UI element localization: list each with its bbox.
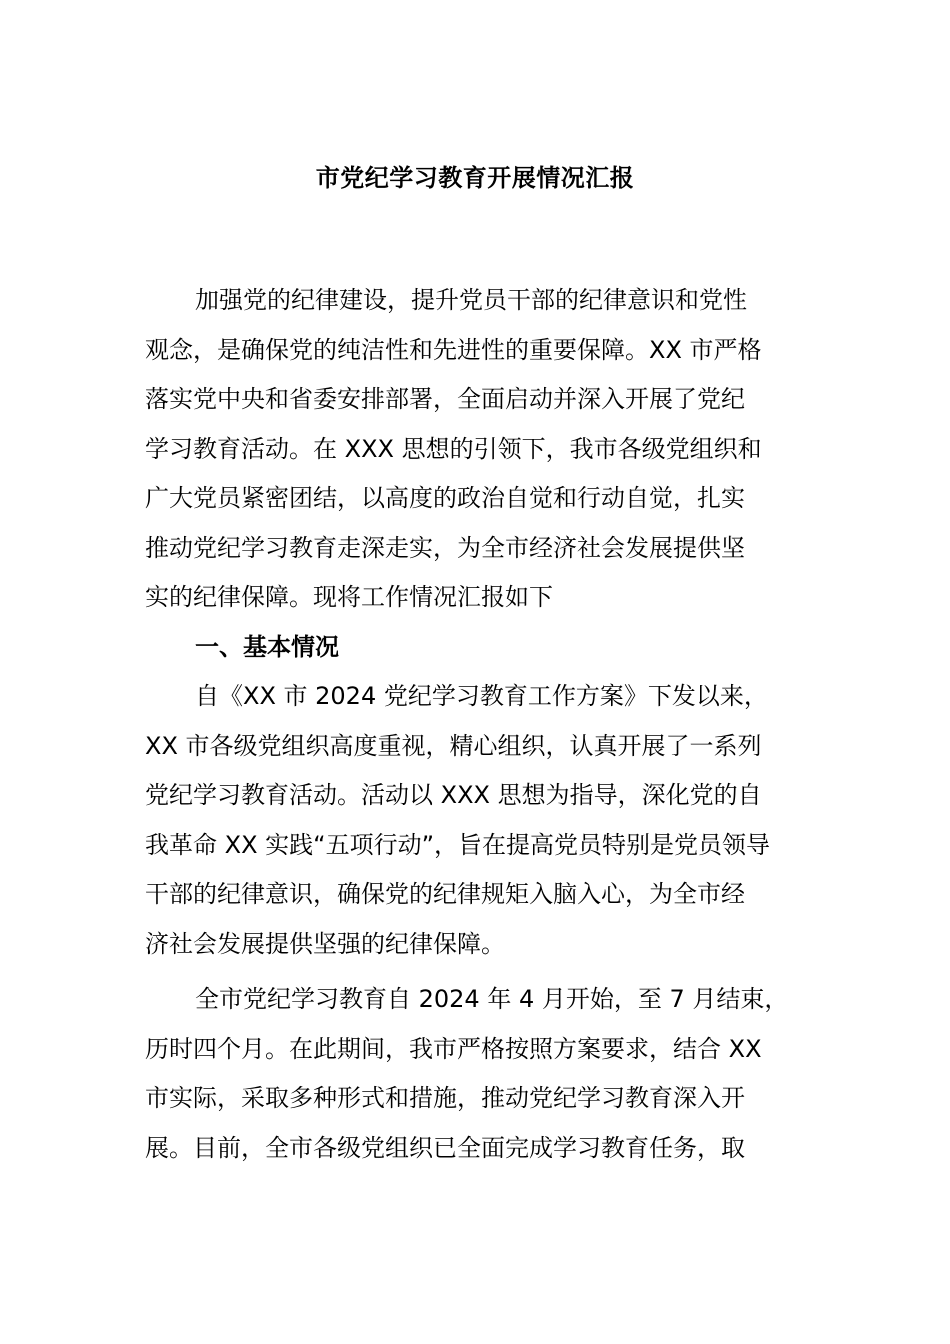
paragraph-line: 历时四个月。在此期间，我市严格按照方案要求，结合 XX [145, 1034, 762, 1063]
paragraph-line: 广大党员紧密团结，以高度的政治自觉和行动自觉，扎实 [145, 484, 745, 512]
paragraph-line: 济社会发展提供坚强的纪律保障。 [145, 929, 505, 958]
paragraph-line: 落实党中央和省委安排部署，全面启动并深入开展了党纪 [145, 385, 745, 413]
paragraph-line: 加强党的纪律建设，提升党员干部的纪律意识和党性 [195, 286, 747, 314]
intro-paragraph [145, 276, 835, 623]
paragraph-line: 干部的纪律意识，确保党的纪律规矩入脑入心，为全市经 [145, 880, 745, 908]
paragraph-line: 观念，是确保党的纯洁性和先进性的重要保障。XX 市严格 [145, 335, 762, 364]
paragraph-line: 展。目前，全市各级党组织已全面完成学习教育任务，取 [145, 1133, 745, 1162]
paragraph-line: 学习教育活动。在 XXX 思想的引领下，我市各级党组织和 [145, 434, 762, 463]
document-title: 市党纪学习教育开展情况汇报 [315, 164, 635, 192]
section-heading: 一、基本情况 [195, 632, 339, 661]
paragraph-line: 推动党纪学习教育走深走实，为全市经济社会发展提供坚 [145, 533, 745, 562]
section1-paragraph-2 [145, 975, 835, 1173]
paragraph-line: 党纪学习教育活动。活动以 XXX 思想为指导，深化党的自 [145, 781, 762, 809]
paragraph-line: XX 市各级党组织高度重视，精心组织，认真开展了一系列 [145, 731, 762, 760]
paragraph-line: 市实际，采取多种形式和措施，推动党纪学习教育深入开 [145, 1084, 745, 1112]
paragraph-line: 自《XX 市 2024 党纪学习教育工作方案》下发以来， [195, 682, 768, 710]
paragraph-line: 全市党纪学习教育自 2024 年 4 月开始，至 7 月结束， [195, 985, 789, 1013]
paragraph-line: 我革命 XX 实践“五项行动”，旨在提高党员特别是党员领导 [145, 830, 771, 859]
section1-paragraph-1 [145, 672, 835, 969]
document-body [145, 276, 835, 1173]
paragraph-line: 实的纪律保障。现将工作情况汇报如下 [145, 583, 553, 611]
